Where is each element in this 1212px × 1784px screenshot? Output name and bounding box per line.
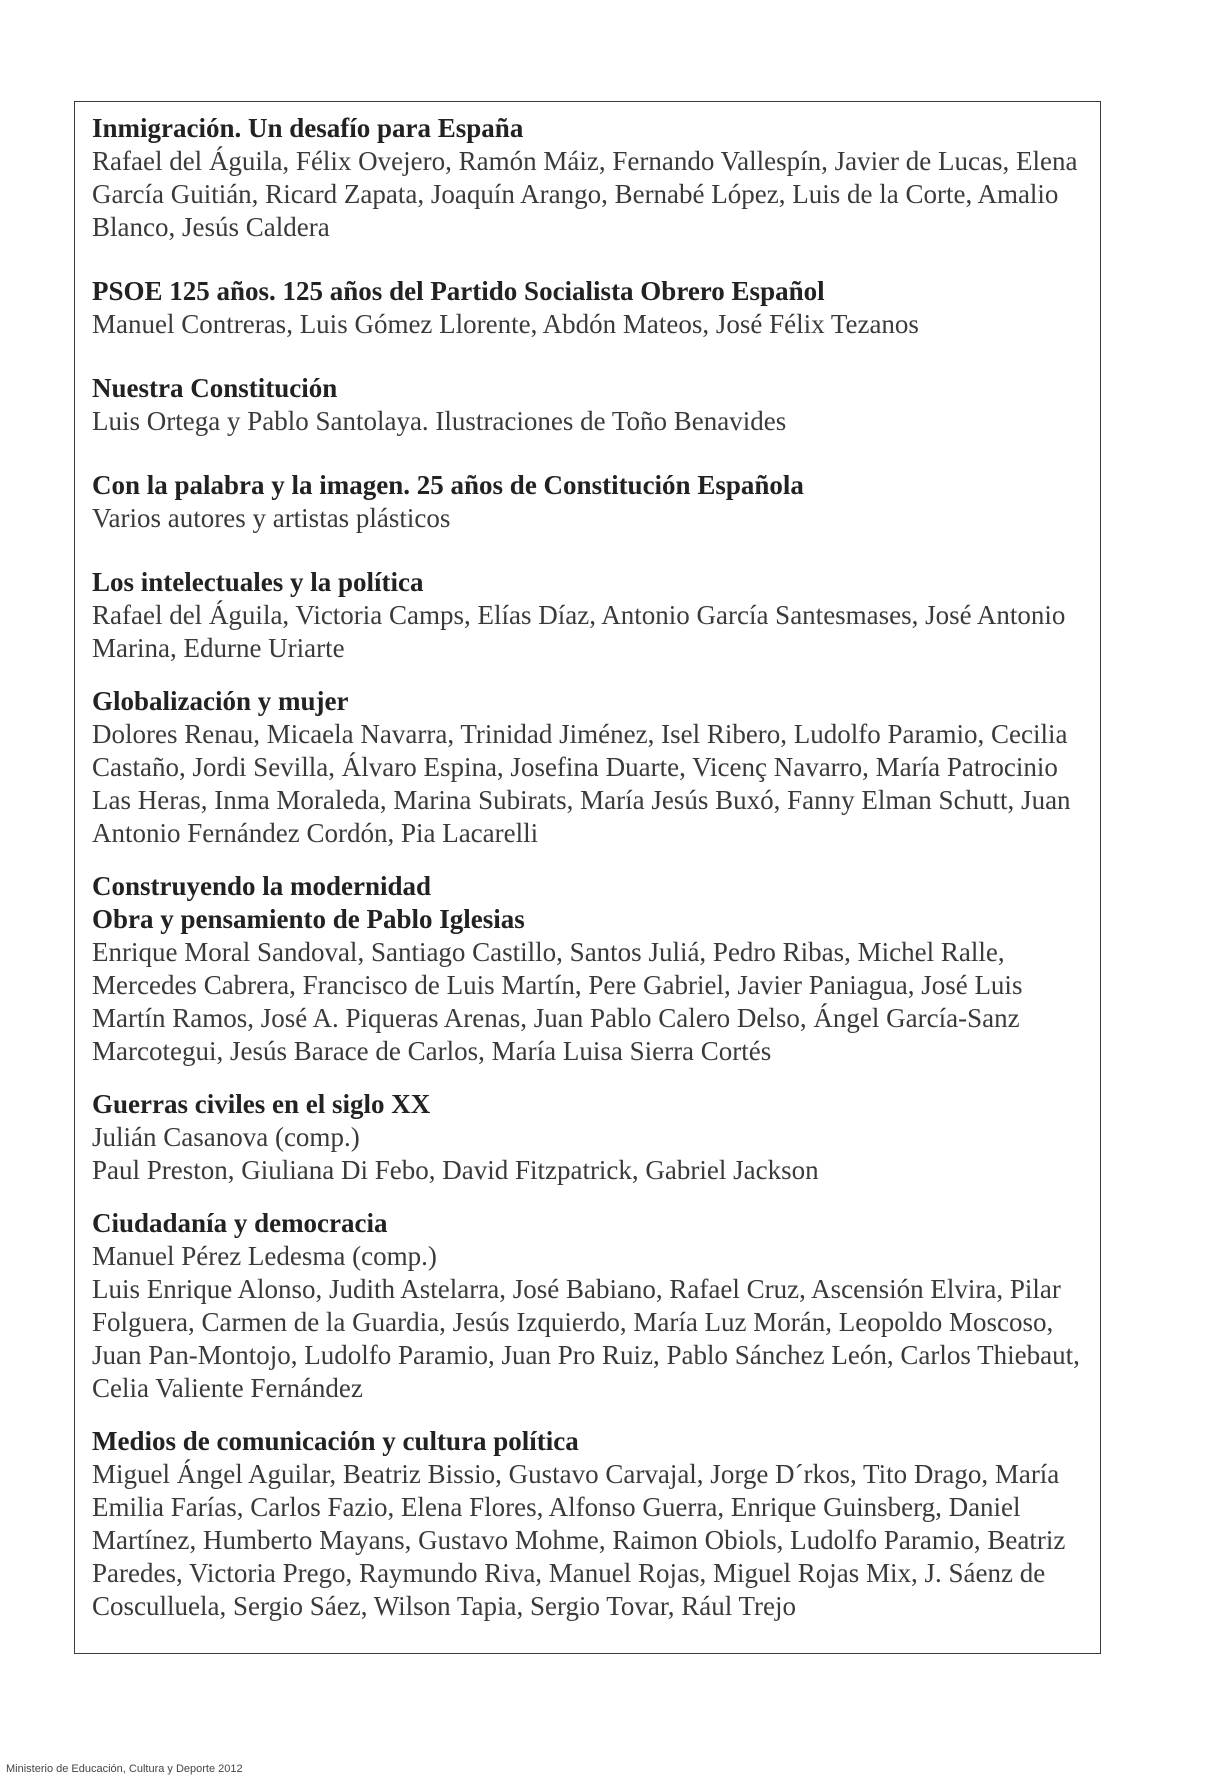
entry-title: PSOE 125 años. 125 años del Partido Socialista Obrero Español [92, 276, 825, 306]
entry-authors: Paul Preston, Giuliana Di Febo, David Fitzpatrick, Gabriel Jackson [92, 1155, 819, 1185]
entry-authors: Manuel Contreras, Luis Gómez Llorente, Abdón Mateos, José Félix Tezanos [92, 309, 919, 339]
entry-title: Globalización y mujer [92, 686, 349, 716]
entry-authors: Rafael del Águila, Victoria Camps, Elías Díaz, Antonio García Santesmases, José Antonio Marina, Edurne Uriarte [92, 600, 1066, 663]
entry-psoe [92, 275, 1086, 341]
entry-constitucion [92, 372, 1086, 438]
entry-authors: Varios autores y artistas plásticos [92, 503, 451, 533]
entry-medios [92, 1425, 1086, 1623]
entry-authors: Dolores Renau, Micaela Navarra, Trinidad Jiménez, Isel Ribero, Ludolfo Paramio, Cecilia Castaño, Jordi Sevilla, Álvaro Espina, Josefina Duarte, Vicenç Navarro, María Patrocinio Las Heras, Inma Moraleda, Marina Subirats, María Jesús Buxó, Fanny Elman Schutt, Juan Antonio Fernández Cordón, Pia Lacarelli [92, 719, 1071, 848]
entry-authors: Enrique Moral Sandoval, Santiago Castillo, Santos Juliá, Pedro Ribas, Michel Ralle, Mercedes Cabrera, Francisco de Luis Martín, Pere Gabriel, Javier Paniagua, José Luis Martín Ramos, José A. Piqueras Arenas, Juan Pablo Calero Delso, Ángel García-Sanz Marcotegui, Jesús Barace de Carlos, María Luisa Sierra Cortés [92, 937, 1023, 1066]
entry-modernidad [92, 870, 1086, 1068]
entry-title: Medios de comunicación y cultura política [92, 1426, 579, 1456]
entry-guerras-civiles [92, 1088, 1086, 1187]
entry-title: Guerras civiles en el siglo XX [92, 1089, 431, 1119]
entry-subtitle: Obra y pensamiento de Pablo Iglesias [92, 904, 525, 934]
entry-authors: Luis Enrique Alonso, Judith Astelarra, José Babiano, Rafael Cruz, Ascensión Elvira, Pilar Folguera, Carmen de la Guardia, Jesús Izquierdo, María Luz Morán, Leopoldo Moscoso, Juan Pan-Montojo, Ludolfo Paramio, Juan Pro Ruiz, Pablo Sánchez León, Carlos Thiebaut, Celia Valiente Fernández [92, 1274, 1080, 1403]
entry-title: Construyendo la modernidad [92, 871, 432, 901]
entries-list [92, 112, 1086, 1643]
entry-ciudadania [92, 1207, 1086, 1405]
entry-editor: Julián Casanova (comp.) [92, 1122, 360, 1152]
entry-palabra-imagen [92, 469, 1086, 535]
entry-editor: Manuel Pérez Ledesma (comp.) [92, 1241, 437, 1271]
entry-globalizacion [92, 685, 1086, 850]
entry-title: Los intelectuales y la política [92, 567, 424, 597]
entry-title: Inmigración. Un desafío para España [92, 113, 524, 143]
entry-title: Con la palabra y la imagen. 25 años de Constitución Española [92, 470, 804, 500]
footer-credit: Ministerio de Educación, Cultura y Deporte 2012 [6, 1763, 243, 1775]
entry-intelectuales [92, 566, 1086, 665]
bibliography-frame [74, 101, 1101, 1654]
entry-title: Nuestra Constitución [92, 373, 338, 403]
entry-authors: Rafael del Águila, Félix Ovejero, Ramón Máiz, Fernando Vallespín, Javier de Lucas, Elena García Guitián, Ricard Zapata, Joaquín Arango, Bernabé López, Luis de la Corte, Amalio Blanco, Jesús Caldera [92, 146, 1078, 242]
entry-title: Ciudadanía y democracia [92, 1208, 388, 1238]
entry-authors: Luis Ortega y Pablo Santolaya. Ilustraciones de Toño Benavides [92, 406, 787, 436]
entry-authors: Miguel Ángel Aguilar, Beatriz Bissio, Gustavo Carvajal, Jorge D´rkos, Tito Drago, María Emilia Farías, Carlos Fazio, Elena Flores, Alfonso Guerra, Enrique Guinsberg, Daniel Martínez, Humberto Mayans, Gustavo Mohme, Raimon Obiols, Ludolfo Paramio, Beatriz Paredes, Victoria Prego, Raymundo Riva, Manuel Rojas, Miguel Rojas Mix, J. Sáenz de Cosculluela, Sergio Sáez, Wilson Tapia, Sergio Tovar, Rául Trejo [92, 1459, 1066, 1621]
entry-inmigracion [92, 112, 1086, 244]
